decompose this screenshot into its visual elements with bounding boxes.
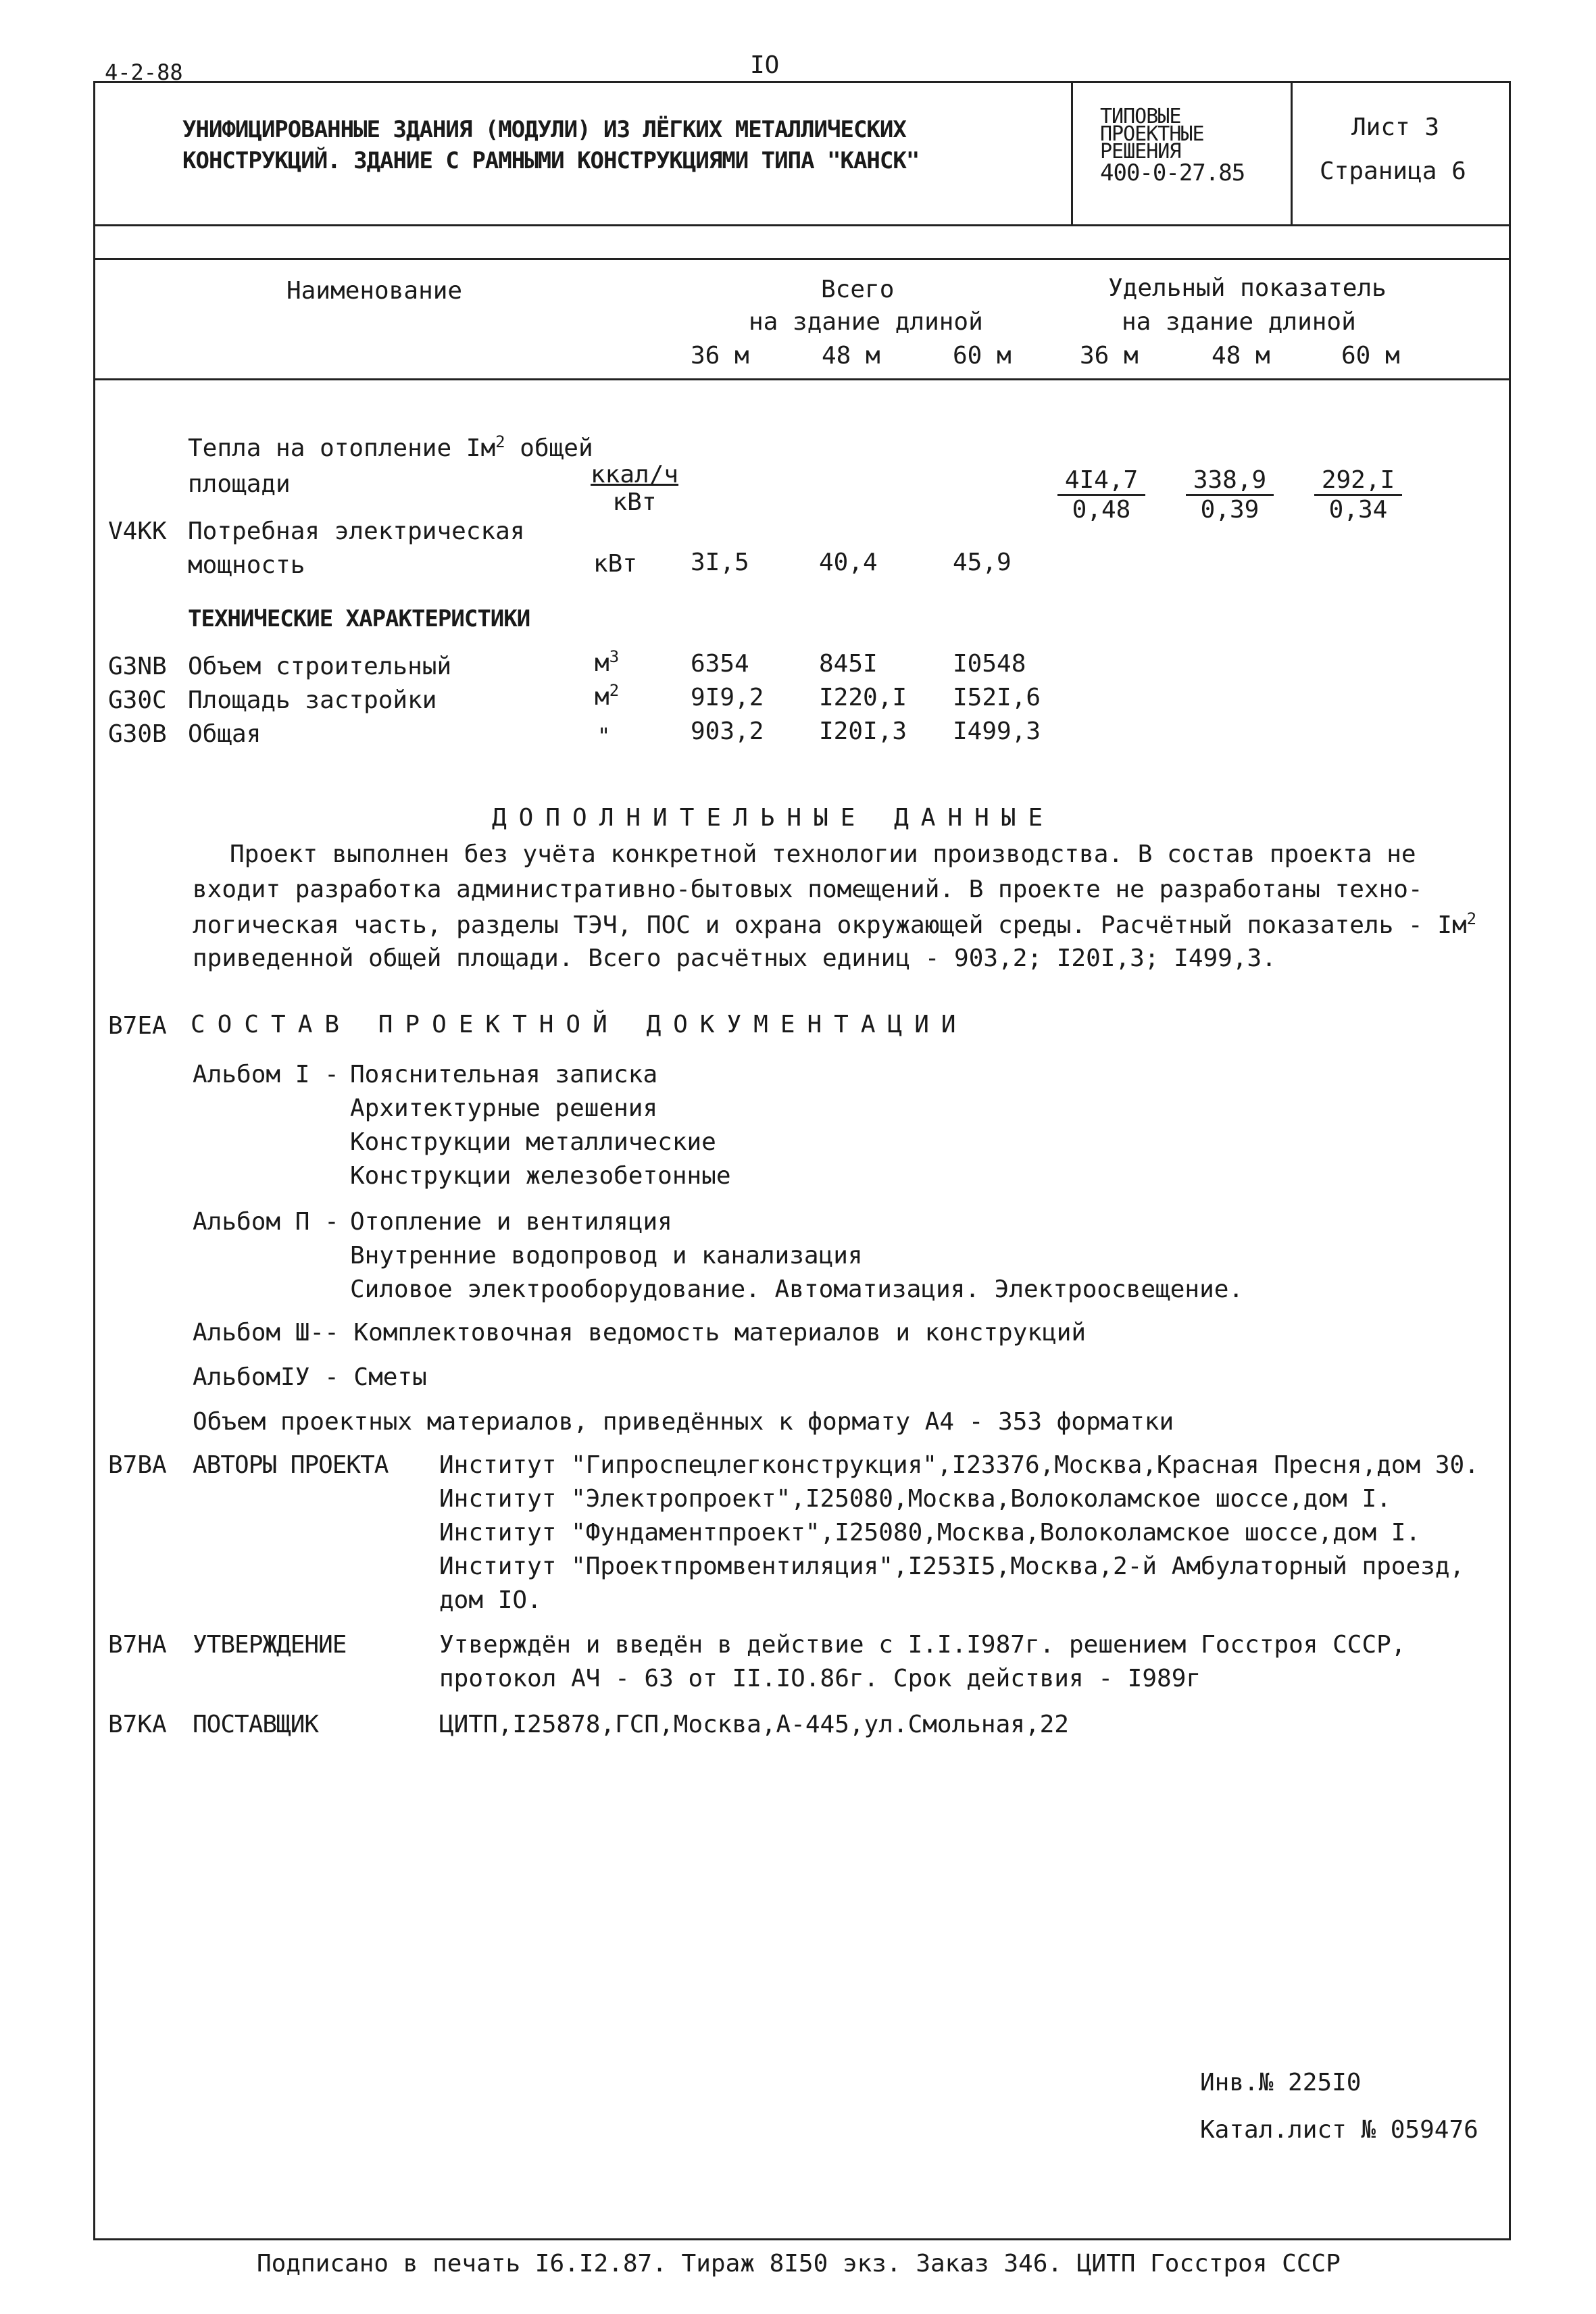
authors-code: B7BA — [108, 1451, 167, 1479]
approval-code: B7HA — [108, 1631, 167, 1659]
tech-row-value: 6354 — [691, 650, 749, 678]
album-3: Альбом Ш-- Комплектовочная ведомость материалов и конструкций — [193, 1319, 1087, 1347]
tech-row-value: I220,I — [819, 684, 907, 711]
heat-specific-48: $\frac{338,9}{0,39}$ — [1186, 466, 1274, 524]
column-header-name: Наименование — [286, 277, 463, 305]
album-1-item: Архитектурные решения — [350, 1095, 658, 1122]
title-line-1: УНИФИЦИРОВАННЫЕ ЗДАНИЯ (МОДУЛИ) ИЗ ЛЁГКИХ МЕТАЛЛИЧЕСКИХ — [182, 116, 906, 143]
tech-row-value: 9I9,2 — [691, 684, 764, 711]
heat-label-line-1: Тепла на отопление $Iм^2$ общей — [188, 432, 593, 462]
print-footer: Подписано в печать I6.I2.87. Тираж 8I50 экз. Заказ 346. ЦИТП Госстроя СССР — [257, 2250, 1341, 2278]
tech-row-code: G30C — [108, 686, 167, 714]
tech-row-unit: $м^2$ — [595, 681, 620, 711]
series-block — [1100, 105, 1245, 186]
power-code: V4KK — [108, 518, 167, 545]
author-line: дом IO. — [439, 1586, 542, 1614]
composition-heading: СОСТАВ ПРОЕКТНОЙ ДОКУМЕНТАЦИИ — [191, 1011, 968, 1038]
power-value-36: 3I,5 — [691, 549, 749, 576]
length-60-total: 60 м — [953, 342, 1012, 370]
additional-heading: ДОПОЛНИТЕЛЬНЫЕ ДАННЫЕ — [492, 804, 1055, 832]
album-4: АльбомIУ - Сметы — [193, 1363, 427, 1391]
power-label-line-2: мощность — [188, 551, 305, 579]
column-header-total: Всего — [821, 276, 895, 303]
approval-label: УТВЕРЖДЕНИЕ — [193, 1631, 347, 1659]
tech-row-unit: " — [597, 723, 611, 749]
column-header-total-sub: на здание длиной — [749, 308, 983, 336]
album-1-label: Альбом I - — [193, 1061, 339, 1088]
album-1-item: Конструкции металлические — [350, 1128, 716, 1156]
tech-heading: ТЕХНИЧЕСКИЕ ХАРАКТЕРИСТИКИ — [188, 605, 530, 632]
additional-line-2: входит разработка административно-бытовых помещений. В проекте не разработаны техно- — [193, 876, 1423, 903]
additional-line-3: логическая часть, разделы ТЭЧ, ПОС и охрана окружающей среды. Расчётный показатель - $Iм^2$ — [193, 909, 1477, 939]
author-line: Институт "Проектпромвентиляция",I253I5,Москва,2-й Амбулаторный проезд, — [439, 1553, 1465, 1580]
series-line-3: РЕШЕНИЯ — [1100, 140, 1181, 164]
tech-row-value: 903,2 — [691, 718, 764, 745]
tech-row-code: G3NB — [108, 653, 167, 680]
length-48-specific: 48 м — [1212, 342, 1270, 370]
length-36-total: 36 м — [691, 342, 749, 370]
length-36-specific: 36 м — [1080, 342, 1139, 370]
power-value-60: 45,9 — [953, 549, 1012, 576]
tech-row-value: I499,3 — [953, 718, 1041, 745]
heat-specific-60: $\frac{292,I}{0,34}$ — [1314, 466, 1402, 524]
album-1-item: Конструкции железобетонные — [350, 1162, 731, 1190]
additional-line-4: приведенной общей площади. Всего расчётных единиц - 903,2; I20I,3; I499,3. — [193, 945, 1276, 972]
volume-line: Объем проектных материалов, приведённых к формату А4 - 353 форматки — [193, 1408, 1174, 1436]
album-2-item: Силовое электрооборудование. Автоматизация. Электроосвещение. — [350, 1276, 1244, 1303]
series-line-2: ПРОЕКТНЫЕ — [1100, 122, 1204, 146]
page-number: IO — [750, 51, 780, 79]
tech-row-value: 845I — [819, 650, 878, 678]
additional-line-1: Проект выполнен без учёта конкретной технологии производства. В состав проекта не — [230, 840, 1416, 868]
approval-line-2: протокол АЧ - 63 от II.IO.86г. Срок действия - I989г — [439, 1665, 1201, 1692]
album-2-item: Отопление и вентиляция — [350, 1208, 672, 1236]
spacer-line — [93, 258, 1509, 260]
supplier-text: ЦИТП,I25878,ГСП,Москва,А-445,ул.Смольная,22 — [439, 1711, 1069, 1738]
tech-row-label: Общая — [188, 720, 261, 748]
length-48-total: 48 м — [822, 342, 880, 370]
catalog-sheet-number: Катал.лист № 059476 — [1200, 2116, 1478, 2144]
album-2-label: Альбом П - — [193, 1208, 339, 1236]
series-line-1: ТИПОВЫЕ — [1100, 105, 1181, 128]
length-60-specific: 60 м — [1341, 342, 1400, 370]
author-line: Институт "Электропроект",I25080,Москва,Волоколамское шоссе,дом I. — [439, 1485, 1391, 1513]
tech-row-value: I0548 — [953, 650, 1026, 678]
tech-row-label: Площадь застройки — [188, 686, 437, 714]
power-value-48: 40,4 — [819, 549, 878, 576]
authors-label: АВТОРЫ ПРОЕКТА — [193, 1451, 389, 1479]
power-label-line-1: Потребная электрическая — [188, 518, 525, 545]
supplier-code: B7KA — [108, 1711, 167, 1738]
inventory-number: Инв.№ 225I0 — [1200, 2069, 1362, 2096]
page-label: Страница 6 — [1320, 157, 1466, 185]
title-line-2: КОНСТРУКЦИЙ. ЗДАНИЕ С РАМНЫМИ КОНСТРУКЦИЯМИ ТИПА "КАНСК" — [182, 147, 920, 174]
tech-row-code: G30B — [108, 720, 167, 748]
title-divider-1 — [1071, 81, 1073, 224]
sheet-number: Лист 3 — [1351, 114, 1440, 141]
tech-row-unit: $м^3$ — [595, 647, 620, 677]
approval-line-1: Утверждён и введён в действие с I.I.I987г. решением Госстроя СССР, — [439, 1631, 1406, 1659]
tech-row-value: I20I,3 — [819, 718, 907, 745]
page-frame — [93, 81, 1511, 2240]
author-line: Институт "Фундаментпроект",I25080,Москва,Волоколамское шоссе,дом I. — [439, 1519, 1421, 1546]
author-line: Институт "Гипроспецлегконструкция",I23376,Москва,Красная Пресня,дом 30. — [439, 1451, 1479, 1479]
column-header-specific-sub: на здание длиной — [1122, 308, 1356, 336]
album-2-item: Внутренние водопровод и канализация — [350, 1242, 863, 1269]
power-unit: кВт — [593, 550, 638, 578]
corner-code: 4-2-88 — [105, 59, 183, 85]
title-divider-2 — [1291, 81, 1293, 224]
composition-code: B7EA — [108, 1012, 167, 1040]
header-bottom-line — [93, 378, 1509, 380]
title-bottom-line — [93, 224, 1509, 226]
column-header-specific: Удельный показатель — [1108, 274, 1387, 302]
heat-specific-36: $\frac{4I4,7}{0,48}$ — [1057, 466, 1145, 524]
tech-row-value: I52I,6 — [953, 684, 1041, 711]
tech-row-label: Объем строительный — [188, 653, 452, 680]
heat-label-line-2: площади — [188, 470, 291, 498]
heat-unit: ккал/ч кВт — [591, 461, 679, 516]
series-code: 400-0-27.85 — [1100, 159, 1245, 186]
album-1-item: Пояснительная записка — [350, 1061, 658, 1088]
supplier-label: ПОСТАВЩИК — [193, 1711, 319, 1738]
